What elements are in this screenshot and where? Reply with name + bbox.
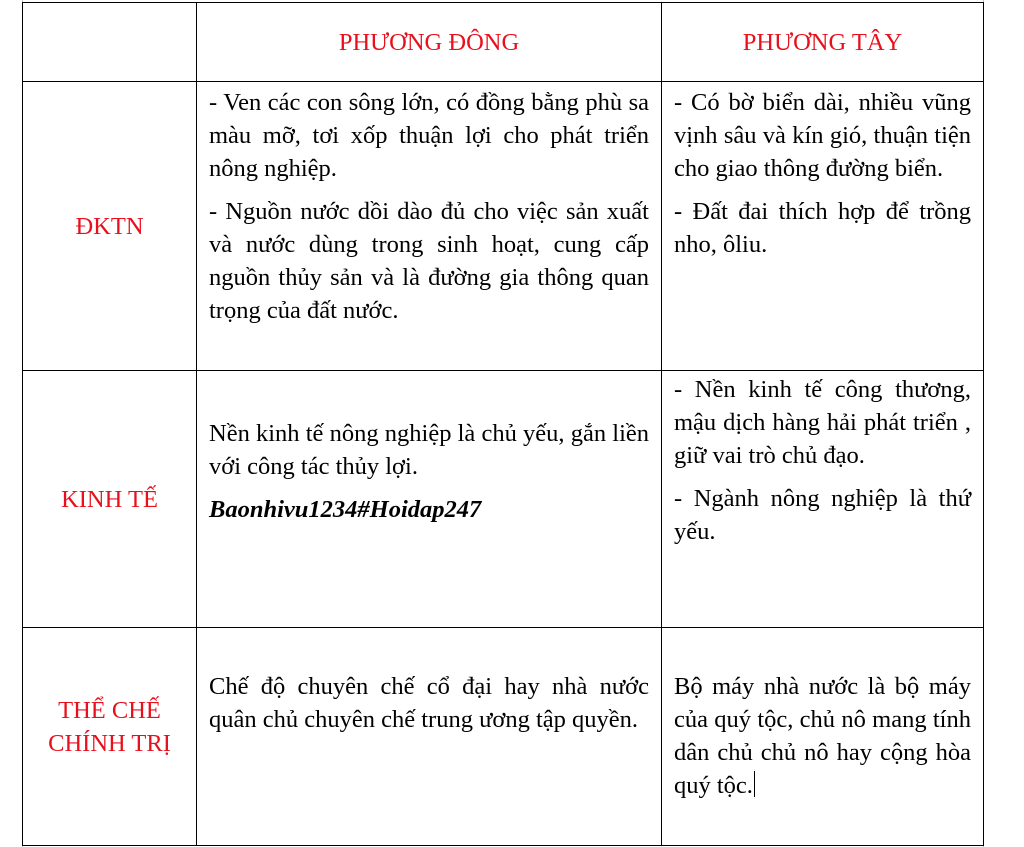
dktn-tay-para-1: - Có bờ biển dài, nhiều vũng vịnh sâu và kín gió, thuận tiện cho giao thông đường biển. — [674, 89, 971, 182]
row-label-the-che-line-1: THỂ CHẾ — [58, 697, 161, 724]
row-label-the-che[interactable] — [23, 628, 197, 846]
header-empty-cell[interactable] — [23, 3, 197, 82]
row-the-che — [23, 628, 984, 846]
kinh-te-tay-para-2: - Ngành nông nghiệp là thứ yếu. — [674, 485, 971, 545]
text-cursor — [754, 771, 755, 797]
watermark-text: Baonhivu1234#Hoidap247 — [209, 496, 482, 523]
the-che-tay-para-1[interactable] — [674, 670, 971, 802]
row-dktn — [23, 82, 984, 371]
cell-the-che-tay[interactable] — [662, 628, 984, 846]
header-row — [23, 3, 984, 82]
row-label-dktn[interactable]: ĐKTN — [23, 82, 197, 371]
row-kinh-te — [23, 371, 984, 628]
kinh-te-dong-para-1: Nền kinh tế nông nghiệp là chủ yếu, gắn liền với công tác thủy lợi. — [209, 420, 649, 480]
cell-dktn-tay[interactable] — [662, 82, 984, 371]
dktn-tay-para-2: - Đất đai thích hợp để trồng nho, ôliu. — [674, 198, 971, 258]
header-phuong-dong[interactable]: PHƯƠNG ĐÔNG — [197, 3, 662, 82]
cell-dktn-dong[interactable] — [197, 82, 662, 371]
the-che-dong-para-1: Chế độ chuyên chế cổ đại hay nhà nước quân chủ chuyên chế trung ương tập quyền. — [209, 673, 649, 733]
dktn-dong-para-1: - Ven các con sông lớn, có đồng bằng phù sa màu mỡ, tơi xốp thuận lợi cho phát triển nông nghiệp. — [209, 89, 649, 182]
row-label-kinh-te[interactable]: KINH TẾ — [23, 371, 197, 628]
row-label-the-che-line-2: CHÍNH TRỊ — [48, 730, 171, 757]
comparison-table — [22, 2, 984, 846]
the-che-tay-text: Bộ máy nhà nước là bộ máy của quý tộc, chủ nô mang tính dân chủ chủ nô hay cộng hòa quý tộc. — [674, 673, 971, 799]
cell-kinh-te-dong[interactable] — [197, 371, 662, 628]
cell-kinh-te-tay[interactable] — [662, 371, 984, 628]
dktn-dong-para-2: - Nguồn nước dồi dào đủ cho việc sản xuất và nước dùng trong sinh hoạt, cung cấp nguồn thủy sản và là đường gia thông quan trọng của đất nước. — [209, 198, 649, 324]
cell-the-che-dong[interactable] — [197, 628, 662, 846]
header-phuong-tay[interactable]: PHƯƠNG TÂY — [662, 3, 984, 82]
kinh-te-tay-para-1: - Nền kinh tế công thương, mậu dịch hàng hải phát triển , giữ vai trò chủ đạo. — [674, 376, 971, 469]
